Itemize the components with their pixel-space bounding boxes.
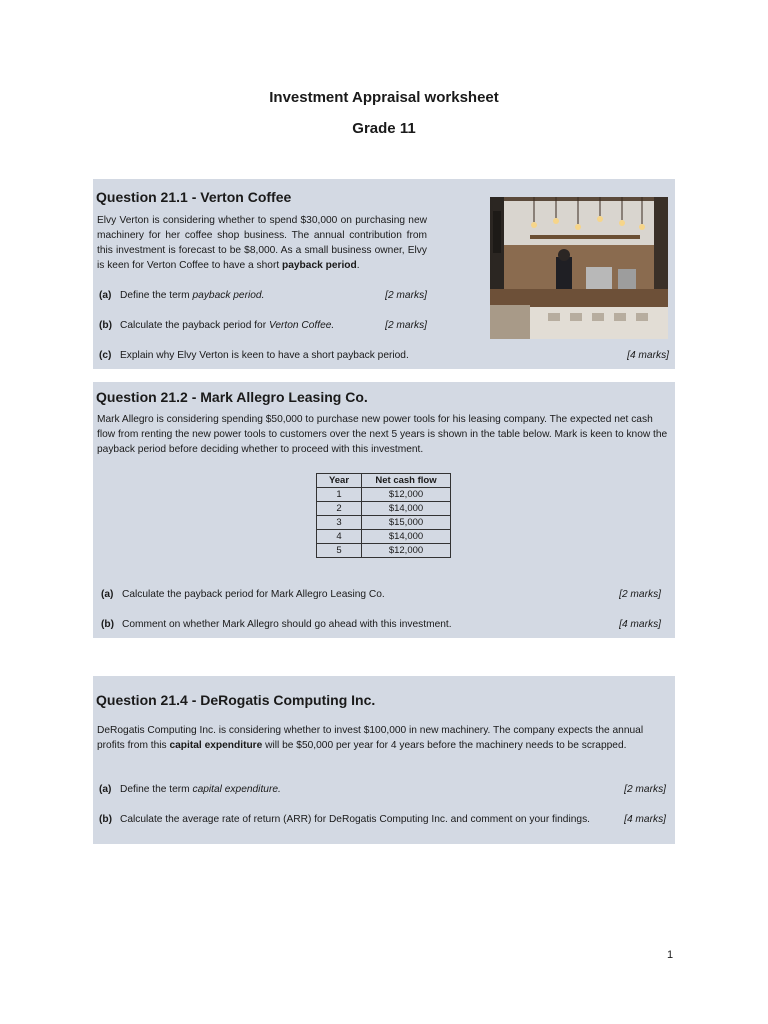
cash-flow-cell: $12,000 — [362, 488, 451, 502]
question-21-4-panel — [93, 676, 675, 844]
year-cell: 1 — [317, 488, 362, 502]
item-text-start: Calculate the payback period for — [120, 320, 269, 331]
item-marks: [2 marks] — [385, 290, 427, 301]
item-label: (a) — [99, 784, 112, 795]
question-21-4-heading: Question 21.4 - DeRogatis Computing Inc. — [96, 692, 376, 708]
question-21-4-text-end: will be $50,000 per year for 4 years before the machinery needs to be scrapped. — [262, 740, 627, 751]
item-label: (b) — [101, 619, 115, 630]
question-21-1-text-start: Elvy Verton is considering whether to spend $30,000 on purchasing new machinery for her coffee shop business. The annual contribution from this investment is forecast to be $8,000. As a small business owner, Elvy is keen for Verton Coffee to have a short — [97, 215, 427, 271]
item-marks: [4 marks] — [624, 814, 666, 825]
capital-expenditure-term: capital expenditure — [169, 740, 263, 751]
item-text — [120, 320, 334, 331]
net-cash-flow-table — [316, 473, 451, 558]
item-term: Verton Coffee. — [268, 320, 335, 331]
question-21-1-heading: Question 21.1 - Verton Coffee — [96, 189, 292, 205]
item-marks: [4 marks] — [627, 350, 669, 361]
item-marks: [2 marks] — [619, 589, 661, 600]
year-cell: 5 — [317, 544, 362, 558]
question-21-1-text-end: . — [356, 260, 360, 271]
coffee-shop-photo — [490, 197, 668, 339]
question-21-1-panel — [93, 179, 675, 369]
table-row — [317, 488, 451, 502]
item-term: capital expenditure. — [192, 784, 281, 795]
question-21-2-panel — [93, 382, 675, 638]
item-label: (b) — [99, 814, 113, 825]
column-header-year: Year — [317, 474, 362, 488]
cash-flow-cell: $15,000 — [362, 516, 451, 530]
cash-flow-cell: $12,000 — [362, 544, 451, 558]
question-21-4-text — [97, 723, 671, 753]
item-text-start: Define the term — [120, 784, 193, 795]
item-marks: [2 marks] — [624, 784, 666, 795]
question-21-1-text — [97, 213, 427, 273]
item-term: payback period. — [192, 290, 265, 301]
document-title: Investment Appraisal worksheet — [269, 89, 499, 106]
item-label: (c) — [99, 350, 112, 361]
table-row — [317, 502, 451, 516]
payback-period-term: payback period — [282, 260, 357, 271]
item-text: Comment on whether Mark Allegro should go ahead with this investment. — [122, 619, 452, 630]
item-text — [120, 290, 264, 301]
item-label: (a) — [101, 589, 114, 600]
question-21-2-heading: Question 21.2 - Mark Allegro Leasing Co. — [96, 389, 368, 405]
item-label: (a) — [99, 290, 112, 301]
year-cell: 2 — [317, 502, 362, 516]
item-text — [120, 784, 281, 795]
year-cell: 4 — [317, 530, 362, 544]
item-text: Explain why Elvy Verton is keen to have a short payback period. — [120, 350, 409, 361]
table-row — [317, 530, 451, 544]
page-number: 1 — [667, 949, 674, 961]
document-grade: Grade 11 — [352, 120, 416, 137]
item-text: Calculate the average rate of return (ARR) for DeRogatis Computing Inc. and comment on your findings. — [120, 814, 590, 825]
item-marks: [2 marks] — [385, 320, 427, 331]
table-row — [317, 516, 451, 530]
cash-flow-cell: $14,000 — [362, 530, 451, 544]
item-label: (b) — [99, 320, 113, 331]
table-row — [317, 544, 451, 558]
question-21-2-text: Mark Allegro is considering spending $50,000 to purchase new power tools for his leasing company. The expected net cash flow from renting the new power tools to customers over the next 5 years is shown in the table below. Mark is keen to know the payback period before deciding whether to proceed with this investment. — [97, 414, 668, 455]
item-text-start: Define the term — [120, 290, 193, 301]
question-21-4-text-start: DeRogatis Computing Inc. is considering whether to invest $100,000 in new machinery. The company expects the annual profits from this — [97, 725, 644, 751]
year-cell: 3 — [317, 516, 362, 530]
table-header-row — [317, 474, 451, 488]
column-header-net-cash-flow: Net cash flow — [362, 474, 451, 488]
cash-flow-cell: $14,000 — [362, 502, 451, 516]
item-text: Calculate the payback period for Mark Allegro Leasing Co. — [122, 589, 385, 600]
item-marks: [4 marks] — [619, 619, 661, 630]
